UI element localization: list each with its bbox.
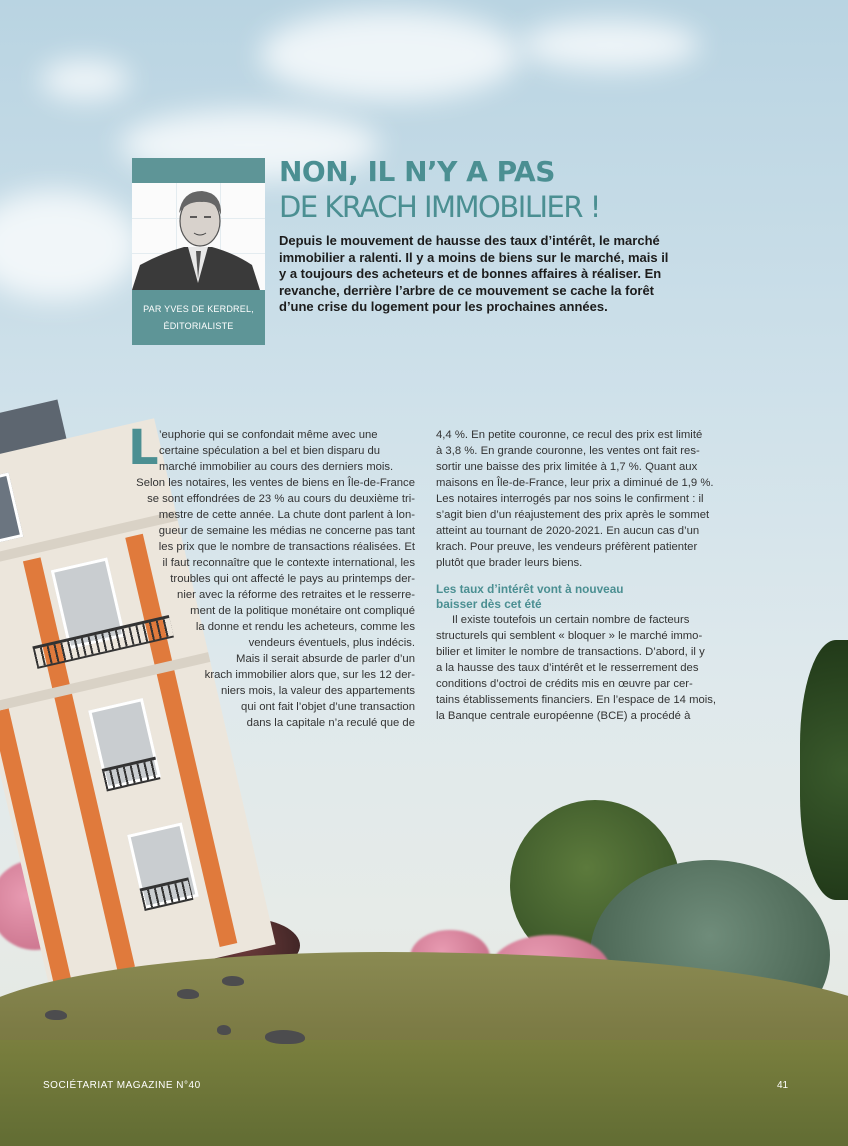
column1-line: vendeurs éventuels, plus indécis. bbox=[248, 637, 415, 649]
cloud bbox=[40, 60, 130, 100]
pigeon-icon bbox=[222, 976, 244, 986]
column2-line: s’agit bien d’un réajustement des prix après le sommet bbox=[436, 509, 710, 521]
headline-line2: DE KRACH IMMOBILIER ! bbox=[279, 190, 600, 224]
cloud bbox=[260, 10, 520, 100]
author-portrait bbox=[132, 183, 265, 290]
column1-line: la donne et rendu les acheteurs, comme les bbox=[195, 621, 415, 633]
byline-role: ÉDITORIALISTE bbox=[163, 321, 234, 331]
column1-line: marché immobilier au cours des derniers mois. bbox=[159, 461, 394, 473]
article-column-2 bbox=[436, 427, 722, 724]
drop-cap: L bbox=[128, 420, 159, 476]
column2-line: tains établissements financiers. En l’espace de 14 mois, bbox=[436, 694, 717, 706]
grass-foreground bbox=[0, 1040, 848, 1146]
column1-line: ’euphorie qui se confondait même avec une bbox=[159, 429, 378, 441]
column1-line: niers mois, la valeur des appartements bbox=[220, 685, 415, 697]
column1-line: les prix que le nombre de transactions réalisées. Et bbox=[158, 541, 415, 553]
column1-line: se sont effondrées de 23 % au cours du deuxième tri- bbox=[147, 493, 415, 505]
column1-line: ment de la politique monétaire ont compliqué bbox=[190, 605, 415, 617]
column1-line: nier avec la réforme des retraites et le resserre- bbox=[177, 589, 415, 601]
article-column-1 bbox=[128, 420, 415, 731]
column1-line: troubles qui ont affecté le pays au printemps der- bbox=[170, 573, 415, 585]
cloud bbox=[520, 20, 700, 70]
column1-line: qui ont fait l’objet d’une transaction bbox=[241, 701, 415, 713]
column1-line: dans la capitale n’a reculé que de bbox=[246, 717, 415, 729]
tree bbox=[800, 640, 848, 900]
column2-line: plutôt que brader leurs biens. bbox=[436, 557, 583, 569]
column2-line: Il existe toutefois un certain nombre de facteurs bbox=[452, 614, 690, 626]
column1-line: krach immobilier alors que, sur les 12 der- bbox=[204, 669, 415, 681]
column2-line: atteint au tournant de 2020-2021. En aucun cas d’un bbox=[436, 525, 700, 537]
author-box bbox=[132, 158, 265, 345]
column2-line: Les notaires interrogés par nos soins le confirment : il bbox=[436, 493, 704, 505]
column2-line: à 3,8 %. En grande couronne, les ventes ont fait res- bbox=[436, 445, 700, 457]
column1-line: gueur de semaine les médias ne concerne pas tant bbox=[158, 525, 415, 537]
headline-line1: NON, IL N’Y A PAS bbox=[279, 155, 555, 188]
column2-line: sortir une baisse des prix limitée à 1,7 %. Quant aux bbox=[436, 461, 698, 473]
column1-line: Selon les notaires, les ventes de biens en Île-de-France bbox=[136, 477, 415, 489]
column2-line: a la hausse des taux d’intérêt et le resserrement des bbox=[436, 662, 699, 674]
column2-line: structurels qui semblent « bloquer » le marché immo- bbox=[436, 630, 703, 642]
subhead-line1: Les taux d’intérêt vont à nouveau bbox=[436, 582, 624, 596]
column2-line: conditions d’octroi de crédits mis en œuvre par cer- bbox=[436, 678, 693, 690]
column2-line: maisons en Île-de-France, leur prix a diminué de 1,9 %. bbox=[436, 477, 714, 489]
column1-line: mestre de cette année. La chute dont parlent à lon- bbox=[158, 509, 415, 521]
cloud bbox=[0, 190, 140, 300]
subhead-line2: baisser dès cet été bbox=[436, 597, 542, 611]
pigeon-icon bbox=[177, 989, 199, 999]
column2-line: krach. Pour preuve, les vendeurs préfèrent patienter bbox=[436, 541, 698, 553]
column2-line: bilier et limiter le nombre de transactions. D’abord, il y bbox=[436, 646, 705, 658]
byline-name: PAR YVES DE KERDREL, bbox=[143, 304, 254, 314]
article-subhead bbox=[436, 582, 722, 612]
page-number: 41 bbox=[777, 1080, 789, 1091]
column1-line: certaine spéculation a bel et bien disparu du bbox=[159, 445, 381, 457]
column2-line: la Banque centrale européenne (BCE) a procédé à bbox=[436, 710, 691, 722]
column2-line: 4,4 %. En petite couronne, ce recul des prix est limité bbox=[436, 429, 703, 441]
pigeon-icon bbox=[265, 1030, 305, 1044]
article-lede: Depuis le mouvement de hausse des taux d’intérêt, le marché immobilier a ralenti. Il y a moins de biens sur le marché, mais il y a toujours des acheteurs et de bonnes affaires à réaliser. En revanche, derrière l’arbre de ce mouvement se cache la forêt d’une crise du logement pour les prochaines années. bbox=[279, 233, 669, 314]
pigeon-icon bbox=[45, 1010, 67, 1020]
pigeon-icon bbox=[217, 1025, 231, 1035]
column1-line: il faut reconnaître que le contexte international, les bbox=[162, 557, 415, 569]
author-byline bbox=[132, 301, 265, 335]
column1-line: Mais il serait absurde de parler d’un bbox=[236, 653, 415, 665]
footer-magazine-name: SOCIÉTARIAT MAGAZINE N°40 bbox=[43, 1080, 201, 1091]
